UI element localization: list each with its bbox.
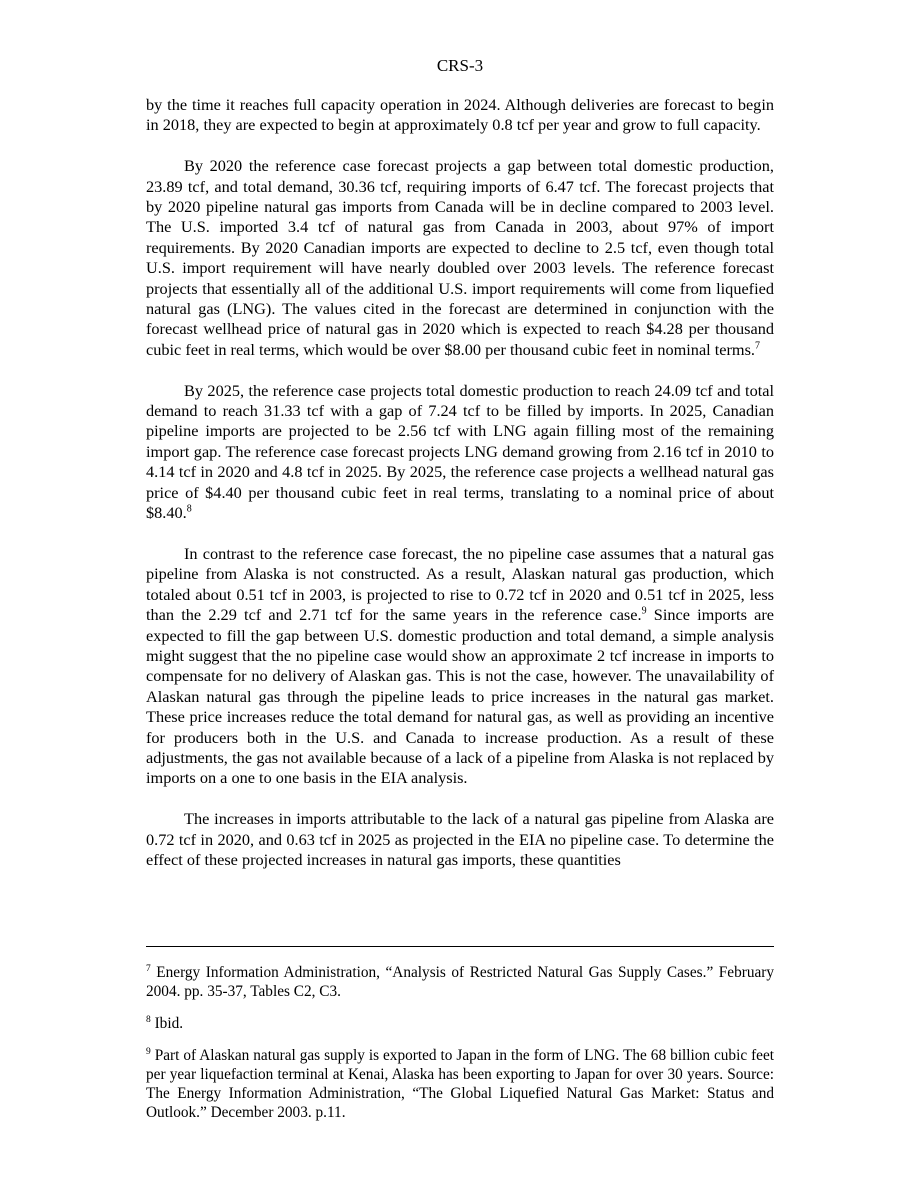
paragraph-no-pipeline-case bbox=[146, 544, 774, 789]
footnote-number: 8 bbox=[146, 1014, 151, 1025]
paragraph-text: The increases in imports attributable to the lack of a natural gas pipeline from Alaska are 0.72 tcf in 2020, and 0.63 tcf in 2025 as projected in the EIA no pipeline case. To determine the effect of these projected increases in natural gas imports, these quantities bbox=[146, 809, 774, 869]
footnote-item bbox=[146, 1014, 774, 1033]
paragraph-text: by the time it reaches full capacity operation in 2024. Although deliveries are forecast to begin in 2018, they are expected to begin at approximately 0.8 tcf per year and grow to full capacity. bbox=[146, 95, 774, 135]
paragraph-text: In contrast to the reference case forecast, the no pipeline case assumes that a natural gas pipeline from Alaska is not constructed. As a result, Alaskan natural gas production, which totaled about 0.51 tcf in 2003, is projected to rise to 0.72 tcf in 2020 and 0.51 tcf in 2025, less than the 2.29 tcf and 2.71 tcf for the same years in the reference case. bbox=[146, 543, 774, 625]
footnote-text: Part of Alaskan natural gas supply is exported to Japan in the form of LNG. The 68 billion cubic feet per year liquefaction terminal at Kenai, Alaska has been exporting to Japan for over 30 years. Source: The Energy Information Administration, “The Global Liquefied Natural Gas Market: Status and Outlook.” December 2003. p.11. bbox=[146, 1047, 774, 1121]
footnote-text: Energy Information Administration, “Analysis of Restricted Natural Gas Supply Cases.” February 2004. pp. 35-37, Tables C2, C3. bbox=[146, 964, 774, 1000]
paragraph-text: By 2020 the reference case forecast projects a gap between total domestic production, 23.89 tcf, and total demand, 30.36 tcf, requiring imports of 6.47 tcf. The forecast projects that by 2020 pipeline natural gas imports from Canada will be in decline compared to 2003 level. The U.S. imported 3.4 tcf of natural gas from Canada in 2003, about 97% of import requirements. By 2020 Canadian imports are expected to decline to 2.5 tcf, even though total U.S. import requirement will have nearly doubled over 2003 levels. The reference forecast projects that essentially all of the additional U.S. import requirements will come from liquefied natural gas (LNG). The values cited in the forecast are determined in conjunction with the forecast wellhead price of natural gas in 2020 which is expected to reach $4.28 per thousand cubic feet in real terms, which would be over $8.00 per thousand cubic feet in nominal terms. bbox=[146, 156, 774, 359]
footnote-item bbox=[146, 963, 774, 1001]
page-number-header: CRS-3 bbox=[436, 56, 484, 75]
footnote-marker[interactable]: 8 bbox=[186, 503, 192, 515]
footnote-text: Ibid. bbox=[150, 1015, 184, 1032]
paragraph-import-increases bbox=[146, 809, 774, 870]
footnote-separator bbox=[146, 946, 774, 947]
footnote-number: 9 bbox=[146, 1046, 151, 1057]
footnote-marker[interactable]: 7 bbox=[755, 340, 761, 352]
footnote-item bbox=[146, 1046, 774, 1122]
footnotes bbox=[146, 963, 774, 1135]
footnote-number: 7 bbox=[146, 963, 151, 974]
paragraph-reference-2020 bbox=[146, 156, 774, 360]
paragraph-continuation bbox=[146, 95, 774, 136]
paragraph-text-continued: Since imports are expected to fill the gap between U.S. domestic production and total demand, a simple analysis might suggest that the no pipeline case would show an approximate 2 tcf increase in imports to compensate for no delivery of Alaskan gas. This is not the case, however. The unavailability of Alaskan natural gas through the pipeline leads to price increases in the natural gas market. These price increases reduce the total demand for natural gas, as well as providing an incentive for producers both in the U.S. and Canada to increase production. As a result of these adjustments, the gas not available because of a lack of a pipeline from Alaska is not replaced by imports on a one to one basis in the EIA analysis. bbox=[146, 605, 774, 788]
body-text bbox=[146, 95, 774, 891]
paragraph-reference-2025 bbox=[146, 381, 774, 524]
footnote-marker[interactable]: 9 bbox=[641, 605, 647, 617]
paragraph-text: By 2025, the reference case projects total domestic production to reach 24.09 tcf and total demand to reach 31.33 tcf with a gap of 7.24 tcf to be filled by imports. In 2025, Canadian pipeline imports are projected to be 2.56 tcf with LNG again filling most of the remaining import gap. The reference case forecast projects LNG demand growing from 2.16 tcf in 2010 to 4.14 tcf in 2020 and 4.8 tcf in 2025. By 2025, the reference case projects a wellhead natural gas price of $4.40 per thousand cubic feet in real terms, translating to a nominal price of about $8.40. bbox=[146, 380, 774, 523]
